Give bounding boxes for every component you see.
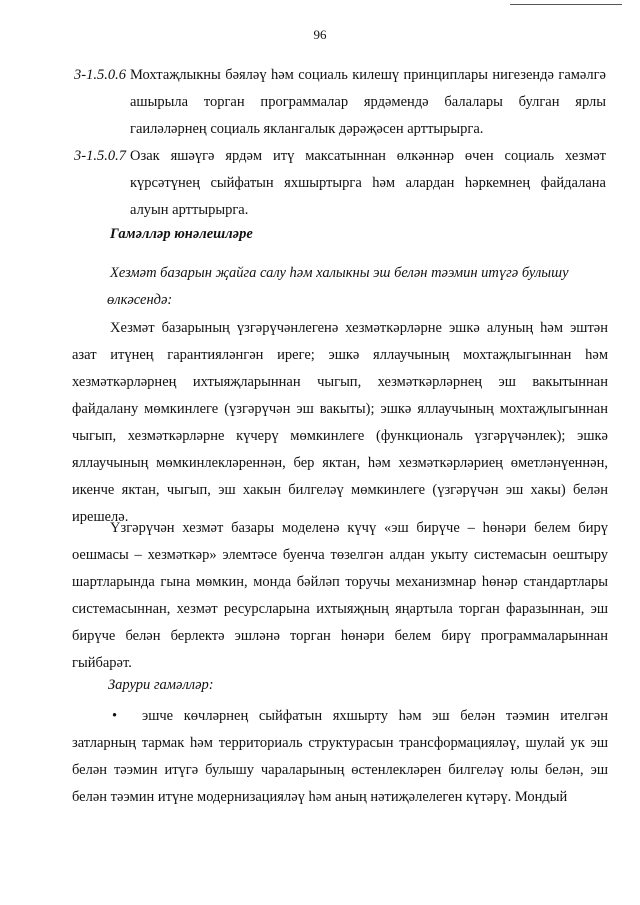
numbered-item: [74, 143, 606, 224]
body-paragraph: Хезмәт базарының үзгәрүчәнлегенә хезмәткәрләрне эшкә алуның һәм эштән азат итүнең гарантияләнгән иреге; эшкә яллаучының мохтаҗлыгыннан һәм хезмәткәрләрнең ихтыяҗларыннан чыгып, хезмәткәрләрнең эш вакытыннан файдалану мөмкинлеге (үзгәрүчән эш вакыты); эшкә яллаучының мохтаҗлыгыннан чыгып, хезмәткәрләрне күчерү мөмкинлеге (функциональ үзгәрүчәнлек); эшкә яллаучының мөмкинлекләреннән, бер яктан, һәм хезмәткәрләриең өметләнүеннән, икенче яктан, чыгып, эш хакын билгеләү мөмкинлеге (үзгәрүчән эш хакы) белән ирешелә.: [72, 320, 608, 525]
section-subheading: [107, 260, 606, 314]
item-code: 3-1.5.0.7: [74, 148, 126, 164]
section-heading: Гамәлләр юнәлешләре: [110, 226, 253, 242]
item-text: Мохтаҗлыкны бәяләү һәм социаль килешү принциплары нигезендә гамәлгә ашырыла торган программалар ярдәмендә балалары булган ярлы гаиләләрнең социаль яклангалык дәрәҗәсен арттырырга.: [130, 67, 606, 137]
bullet-text: эшче көчләрнең сыйфатын яхшырту һәм эш белән тәэмин ителгән затларның тармак һәм территориаль структурасын трансформацияләү, шулай ук эш белән тәэмин итүгә булышу чараларының өстенлекләрен билгеләү юлы белән, эш белән тәэмин итүне модернизацияләү һәм аның нәтиҗәлелеген күтәрү. Мондый: [72, 708, 608, 805]
required-actions-label: Зарури гамәлләр:: [108, 677, 214, 693]
subheading-line-2: өлкәсендә:: [107, 292, 173, 308]
bullet-item: [72, 703, 608, 811]
item-text: Озак яшәүгә ярдәм итү максатыннан өлкәннәр өчен социаль хезмәт күрсәтүнең сыйфатын яхшыртырга һәм алардан һәркемнең файдалана алуын арттырырга.: [130, 148, 606, 218]
subheading-line-1: Хезмәт базарын җайга салу һәм халыкны эш белән тәэмин итүгә булышу: [110, 265, 569, 281]
bullet-marker: •: [112, 708, 118, 724]
top-rule: [510, 4, 622, 5]
body-paragraph: Үзгәрүчән хезмәт базары моделенә күчү «эш бирүче – һөнәри белем бирү оешмасы – хезмәткәр» элемтәсе буенча төзелгән алдан укыту системасын оештыру шартларында гына мөмкин, монда бәйләп торучы механизмнар һөнәр стандартлары системасыннан, хезмәт ресурсларына ихтыяҗның яңартыла торган фаразыннан, эш бирүче белән берлектә эшләнә торган һөнәри белем бирү программаларыннан гыйбарәт.: [72, 520, 608, 671]
item-code: 3-1.5.0.6: [74, 67, 126, 83]
page-number: 96: [313, 27, 327, 42]
numbered-item: [74, 62, 606, 143]
